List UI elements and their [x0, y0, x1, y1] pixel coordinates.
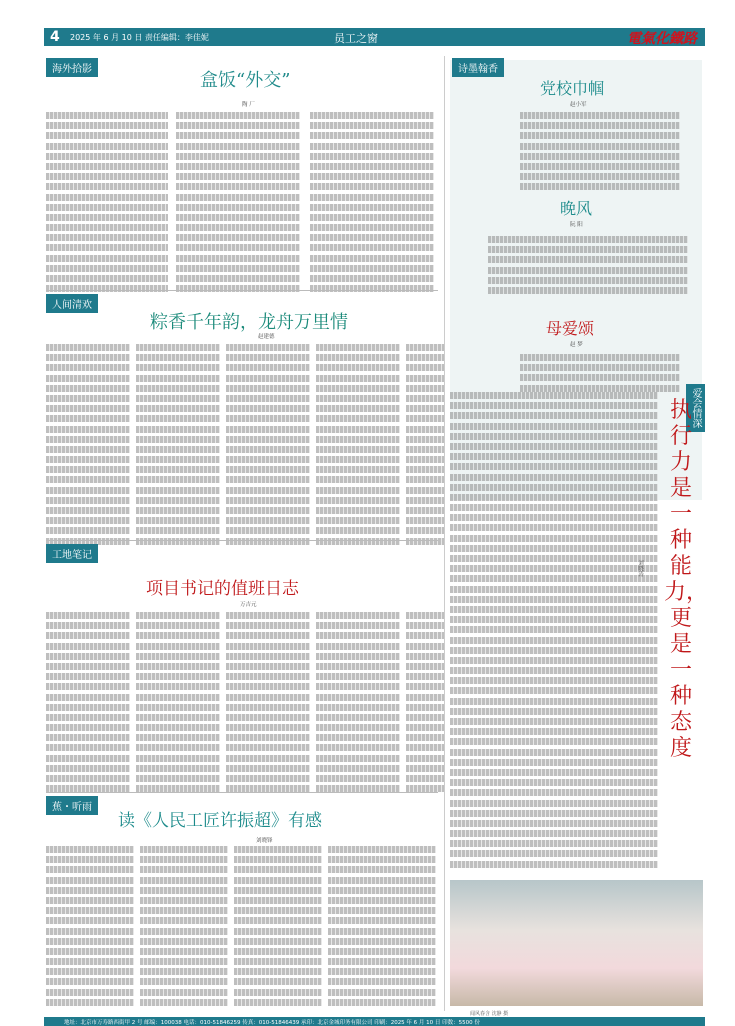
tag-notes: 工地笔记 [46, 544, 98, 563]
article1-col2 [176, 112, 300, 295]
photo-caption: 闻风春含 沈静 摄 [470, 1011, 509, 1017]
article3-col3 [226, 612, 310, 795]
newspaper-logo: 電氣化鐵路 [627, 31, 697, 47]
tag-people: 人间清欢 [46, 294, 98, 313]
footer-text: 地址：北京市万寿路西街甲 2 号 邮编：100038 电话：010-51846259 传真：010-51846439 承印：北京金城印务有限公司 印刷：2025 年 6 月 10 日 印数：5500 份 [64, 1020, 480, 1026]
article4-col3 [234, 846, 322, 1009]
article2-col4 [316, 344, 400, 548]
poem2-lines [488, 236, 688, 297]
article3-title: 项目书记的值班日志 [146, 579, 299, 599]
poem3-title: 母爱颂 [546, 319, 595, 338]
cherry-blossom-photo [450, 880, 703, 1006]
article3-author: 万吉元 [240, 602, 257, 608]
page-footer [44, 1017, 705, 1026]
poem3-author: 赵 梦 [570, 342, 583, 348]
date-editor: 2025 年 6 月 10 日 责任编辑：李佳妮 [70, 33, 209, 42]
article2-author: 赵建德 [258, 334, 275, 340]
article4-author: 刘晓锋 [256, 838, 273, 844]
article4-title: 读《人民工匠许振超》有感 [118, 811, 322, 831]
poem2-title: 晚风 [560, 199, 593, 218]
page-header [44, 28, 705, 48]
article2-col3 [226, 344, 310, 548]
article3-col4 [316, 612, 400, 795]
article1-col3 [310, 112, 434, 295]
tag-love: 爱会情深 [686, 384, 705, 432]
divider [46, 290, 438, 291]
divider [46, 540, 438, 541]
vertical-article-text [450, 392, 658, 871]
article1-title: 盒饭“外交” [200, 70, 291, 91]
poem1-lines [520, 112, 680, 194]
article4-col2 [140, 846, 228, 1009]
tag-poem: 诗墨翰香 [452, 58, 504, 77]
tag-echo: 蕉・听雨 [46, 796, 98, 815]
article2-title: 粽香千年韵，龙舟万里情 [150, 312, 348, 333]
article1-col1 [46, 112, 168, 295]
article2-col2 [136, 344, 220, 548]
divider [46, 792, 438, 793]
article2-col1 [46, 344, 130, 548]
article4-col4 [328, 846, 436, 1009]
poem3-lines [520, 354, 680, 395]
page-number: 4 [50, 29, 60, 45]
vertical-title: 执行力是一种能力，更是一种态度 [664, 398, 709, 761]
article1-author: 陶 厂 [242, 102, 255, 108]
article3-col2 [136, 612, 220, 795]
article3-col1 [46, 612, 130, 795]
poem1-title: 党校巾帼 [540, 79, 605, 98]
article3-col5 [406, 612, 444, 795]
column-divider [444, 56, 445, 1011]
poem1-author: 赵小军 [570, 102, 587, 108]
tag-overseas: 海外拾影 [46, 58, 98, 77]
poem2-author: 阮 阳 [570, 222, 583, 228]
article2-col5 [406, 344, 444, 548]
section-title: 员工之窗 [334, 32, 378, 45]
article4-col1 [46, 846, 134, 1009]
vertical-author: 刘晓涛 [637, 560, 643, 577]
